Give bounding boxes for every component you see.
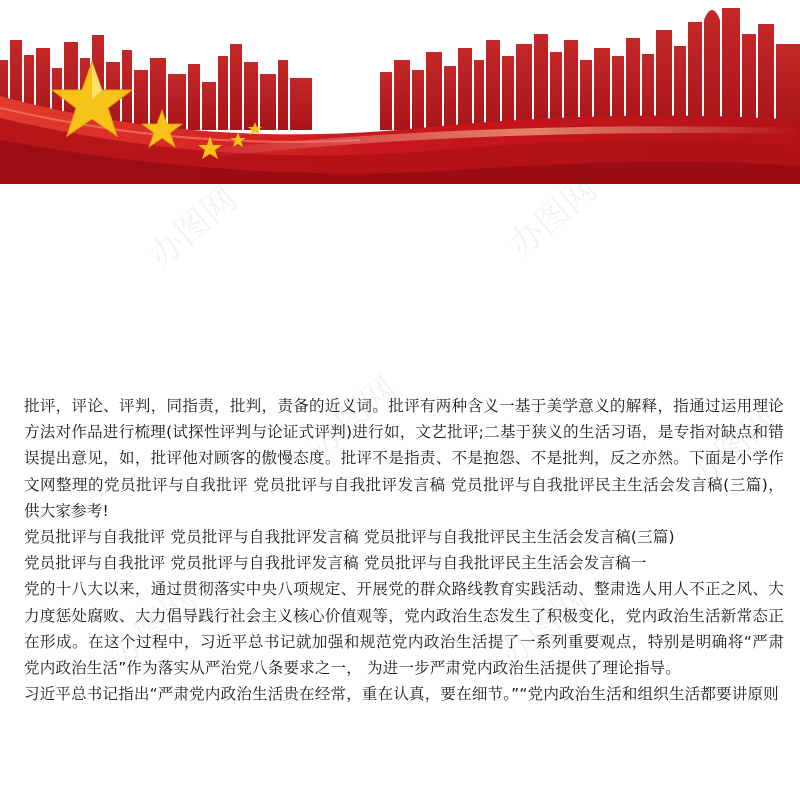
intro-paragraph: 批评，评论、评判，同指责，批判，责备的近义词。批评有两种含义一基于美学意义的解释，指通过运用理论方法对作品进行梳理(试探性评判与论证式评判)进行如，文艺批评;二基于狭义的生活习语，是专指对缺点和错误提出意见，如，批评他对顾客的傲慢态度。批评不是指责、不是抱怨、不是批判，反之亦然。下面是小学作文网整理的党员批评与自我批评 党员批评与自我批评发言稿 党员批评与自我批评民主生活会发言稿(三篇)，供大家参考!	[24, 397, 784, 520]
banner-graphic	[0, 0, 800, 184]
body-paragraph: 党的十八大以来，通过贯彻落实中央八项规定、开展党的群众路线教育实践活动、整肃选人用人不正之风、大力度惩处腐败、大力倡导践行社会主义核心价值观等，党内政治生态发生了积极变化，党内政治生活新常态正在形成。在这个过程中，习近平总书记就加强和规范党内政治生活提了一系列重要观点，特别是明确将“严肃党内政治生活”作为落实从严治党八条要求之一， 为进一步严肃党内政治生活提供了理论指导。	[24, 580, 784, 678]
watermark: 办图网	[141, 179, 246, 276]
article-body	[24, 393, 784, 707]
body-paragraph: 习近平总书记指出“严肃党内政治生活贵在经常，重在认真，要在细节。”“党内政治生活和组织生活都要讲原则	[24, 685, 779, 704]
watermark: 办图网	[681, 399, 786, 496]
watermark: 办图网	[491, 579, 596, 676]
watermark: 办图网	[101, 579, 206, 676]
header-banner	[0, 0, 800, 184]
watermark: 办图网	[501, 169, 606, 266]
section-subtitle: 党员批评与自我批评 党员批评与自我批评发言稿 党员批评与自我批评民主生活会发言稿一	[24, 554, 647, 573]
section-title: 党员批评与自我批评 党员批评与自我批评发言稿 党员批评与自我批评民主生活会发言稿(三篇)	[24, 528, 675, 547]
watermark: 办图网	[301, 369, 406, 466]
